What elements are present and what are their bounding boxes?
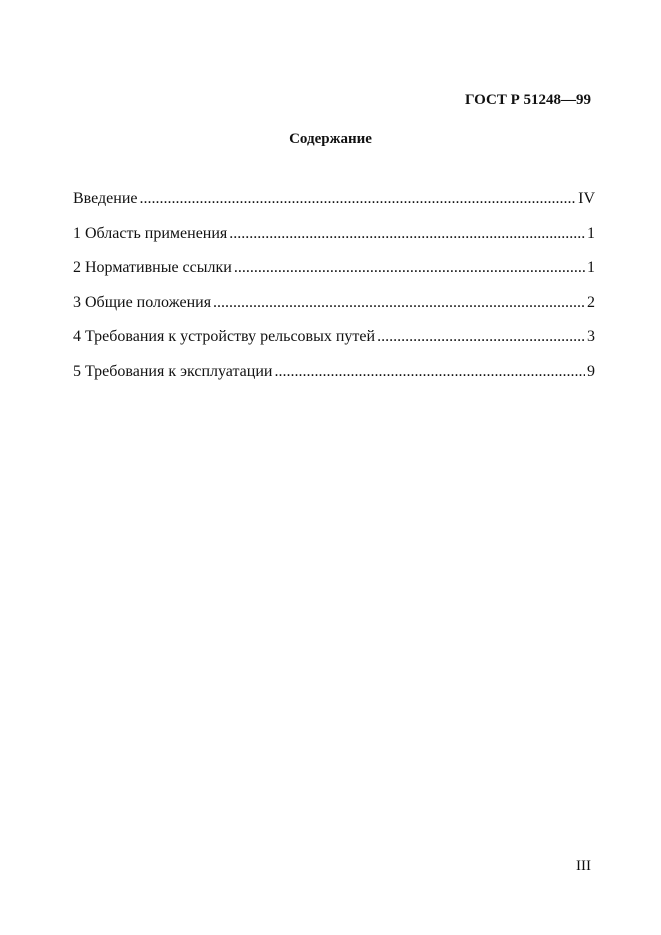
document-id: ГОСТ Р 51248—99 <box>464 92 591 108</box>
toc-entry[interactable] <box>73 259 595 294</box>
toc-leader <box>140 190 577 208</box>
table-of-contents <box>73 190 595 397</box>
toc-label: 4 Требования к устройству рельсовых путей <box>73 328 376 345</box>
page-title: Содержание <box>289 131 372 147</box>
toc-label: Введение <box>73 190 138 207</box>
toc-page: 2 <box>587 293 595 311</box>
toc-entry[interactable] <box>73 328 595 363</box>
toc-leader <box>274 363 585 381</box>
toc-label: 5 Требования к эксплуатации <box>73 362 273 380</box>
toc-entry[interactable] <box>73 294 595 329</box>
toc-page: 1 <box>587 259 595 276</box>
toc-label: 2 Нормативные ссылки <box>73 259 232 276</box>
toc-page: 9 <box>587 362 595 380</box>
toc-entry[interactable] <box>73 190 595 225</box>
toc-entry[interactable] <box>73 363 595 398</box>
toc-entry[interactable] <box>73 225 595 260</box>
toc-label: 3 Общие положения <box>73 293 212 311</box>
toc-page: 3 <box>587 328 595 345</box>
toc-label: 1 Область применения <box>73 224 228 242</box>
toc-page: 1 <box>587 224 595 242</box>
page-number: III <box>576 858 591 874</box>
toc-page: IV <box>578 190 595 207</box>
toc-leader <box>234 259 585 277</box>
toc-leader <box>377 328 585 346</box>
toc-leader <box>213 294 585 312</box>
toc-leader <box>229 225 585 243</box>
